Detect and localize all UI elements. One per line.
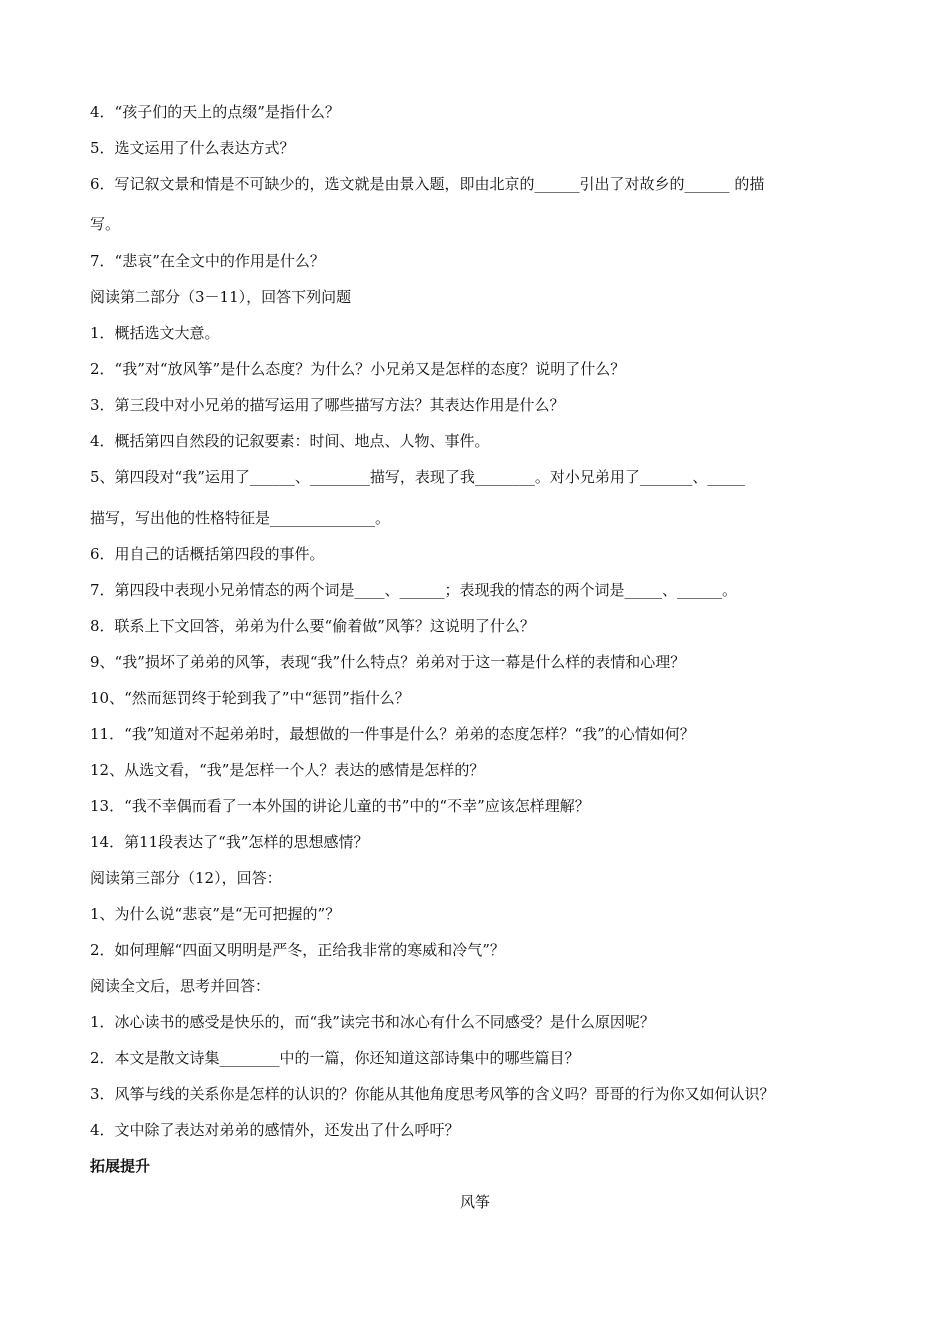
question-line: 5．选文运用了什么表达方式？ (90, 139, 295, 157)
question-line: 2．如何理解“四面又明明是严冬，正给我非常的寒威和冷气”？ (90, 941, 505, 959)
question-line: 10、“然而惩罚终于轮到我了”中“惩罚”指什么？ (90, 689, 410, 707)
section-instruction: 阅读第二部分（3－11），回答下列问题 (90, 288, 352, 306)
question-line: 1．冰心读书的感受是快乐的，而“我”读完书和冰心有什么不同感受？是什么原因呢？ (90, 1013, 655, 1031)
question-line: 9、“我”损坏了弟弟的风筝，表现“我”什么特点？弟弟对于这一幕是什么样的表情和心理？ (90, 653, 686, 671)
question-line: 12、从选文看，“我”是怎样一个人？表达的感情是怎样的？ (90, 761, 485, 779)
question-line: 11．“我”知道对不起弟弟时，最想做的一件事是什么？弟弟的态度怎样？“我”的心情如何？ (90, 725, 695, 743)
question-line: 4．文中除了表达对弟弟的感情外，还发出了什么呼吁？ (90, 1121, 460, 1139)
question-line: 13．“我不幸偶而看了一本外国的讲论儿童的书”中的“不幸”应该怎样理解？ (90, 797, 590, 815)
question-line: 7．第四段中表现小兄弟情态的两个词是____、______；表现我的情态的两个词是_____、______。 (90, 581, 738, 599)
question-line-continued: 写。 (90, 215, 121, 233)
article-title: 风筝 (459, 1193, 490, 1211)
question-line: 6．用自己的话概括第四段的事件。 (90, 545, 325, 563)
question-line: 14．第11段表达了“我”怎样的思想感情？ (90, 833, 369, 851)
section-instruction: 阅读第三部分（12），回答： (90, 869, 282, 887)
question-line: 3．风筝与线的关系你是怎样的认识的？你能从其他角度思考风筝的含义吗？哥哥的行为你又如何认识？ (90, 1085, 775, 1103)
question-line: 4．概括第四自然段的记叙要素：时间、地点、人物、事件。 (90, 432, 490, 450)
question-line: 1．概括选文大意。 (90, 324, 220, 342)
question-line: 1、为什么说“悲哀”是“无可把握的”？ (90, 905, 341, 923)
question-line: 4．“孩子们的天上的点缀”是指什么？ (90, 103, 340, 121)
question-line-continued: 描写，写出他的性格特征是______________。 (90, 509, 391, 527)
question-line: 2．“我”对“放风筝”是什么态度？为什么？小兄弟又是怎样的态度？说明了什么？ (90, 360, 626, 378)
section-heading: 拓展提升 (90, 1157, 151, 1175)
section-instruction: 阅读全文后，思考并回答： (90, 977, 271, 995)
question-line: 6．写记叙文景和情是不可缺少的，选文就是由景入题，即由北京的______引出了对故乡的______ 的描 (90, 175, 765, 193)
question-line: 8．联系上下文回答，弟弟为什么要“偷着做”风筝？这说明了什么？ (90, 617, 535, 635)
question-line: 5、第四段对“我”运用了______、________描写，表现了我________。对小兄弟用了_______、_____ (90, 468, 745, 486)
question-line: 2．本文是散文诗集________中的一篇，你还知道这部诗集中的哪些篇目？ (90, 1049, 580, 1067)
question-line: 7．“悲哀”在全文中的作用是什么？ (90, 252, 325, 270)
question-line: 3．第三段中对小兄弟的描写运用了哪些描写方法？其表达作用是什么？ (90, 396, 565, 414)
